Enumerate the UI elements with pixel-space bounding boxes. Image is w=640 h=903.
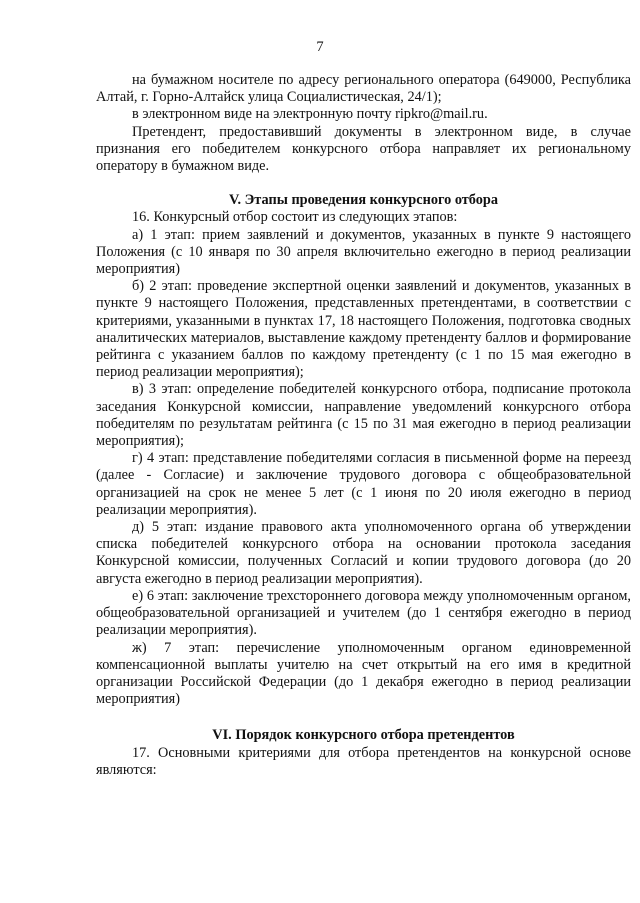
list-item: е) 6 этап: заключение трехстороннего договора между уполномоченным органом, общеобразовательной организацией и учителем (до 1 сентября ежегодно в период реализации мероприятия). xyxy=(96,587,631,639)
list-item: ж) 7 этап: перечисление уполномоченным органом единовременной компенсационной выплаты учителю на счет открытый на его имя в кредитной организации Российской Федерации (до 1 декабря ежегодно в период реализации мероприятия) xyxy=(96,639,631,708)
section-heading: V. Этапы проведения конкурсного отбора xyxy=(228,192,499,209)
paragraph: Претендент, предоставивший документы в электронном виде, в случае признания его победителем конкурсного отбора направляет их региональному оператору в бумажном виде. xyxy=(96,123,631,175)
list-item: б) 2 этап: проведение экспертной оценки заявлений и документов, указанных в пункте 9 настоящего Положения, представленных претендентами, в соответствии с критериями, указанными в пунктах 17, 18 настоящего Положения, подготовка сводных аналитических материалов, выставление каждому претенденту баллов и формирование рейтинга с указанием баллов по каждому претенденту (с 1 по 15 мая ежегодно в период реализации мероприятия); xyxy=(96,278,631,381)
paragraph: 17. Основными критериями для отбора претендентов на конкурсной основе являются: xyxy=(96,744,631,778)
page-number: 7 xyxy=(316,39,324,55)
paragraph: 16. Конкурсный отбор состоит из следующих этапов: xyxy=(132,209,458,226)
list-item: г) 4 этап: представление победителями согласия в письменной форме на переезд (далее - Согласие) и заключение трудового договора с общеобразовательной организацией на срок не менее 5 лет (с 1 июня по 20 июля ежегодно в период реализации мероприятия). xyxy=(96,450,631,518)
list-item: в) 3 этап: определение победителей конкурсного отбора, подписание протокола заседания Конкурсной комиссии, направление уведомлений конкурсного отбора победителям по результатам рейтинга (с 15 по 31 мая ежегодно в период реализации мероприятия); xyxy=(96,381,631,450)
list-item: а) 1 этап: прием заявлений и документов, указанных в пункте 9 настоящего Положения (с 10 января по 30 апреля включительно ежегодно в период реализации мероприятия) xyxy=(96,226,631,278)
document-body xyxy=(96,72,631,779)
list-item: д) 5 этап: издание правового акта уполномоченного органа об утверждении списка победителей конкурсного отбора на основании протокола заседания Конкурсной комиссии, полученных Согласий и копии трудового договора (до 20 августа ежегодно в период реализации мероприятия). xyxy=(96,519,631,587)
paragraph: в электронном виде на электронную почту ripkro@mail.ru. xyxy=(132,106,488,123)
paragraph: на бумажном носителе по адресу регионального оператора (649000, Республика Алтай, г. Горно-Алтайск улица Социалистическая, 24/1); xyxy=(96,72,631,106)
section-heading: VI. Порядок конкурсного отбора претендентов xyxy=(212,727,515,744)
